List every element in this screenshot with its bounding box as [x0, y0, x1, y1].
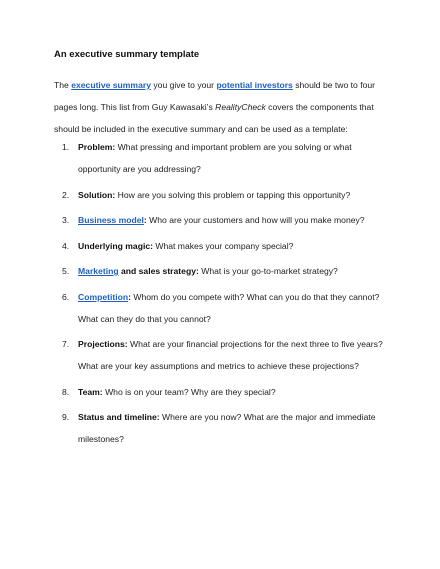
item-text: What makes your company special?	[152, 240, 294, 251]
item-term: Status and timeline:	[78, 412, 160, 422]
list-number: 6.	[62, 291, 70, 302]
intro-paragraph	[54, 74, 384, 140]
list-number: 7.	[62, 339, 70, 349]
list-number: 1.	[62, 142, 70, 152]
list-item-underlying-magic	[54, 235, 404, 257]
intro-line-1	[54, 74, 384, 96]
list-number: 4.	[62, 240, 70, 251]
intro-line-3: should be included in the executive summary and can be used as a template:	[54, 124, 348, 134]
list-item-team	[54, 381, 404, 403]
item-term-suffix: :	[143, 215, 147, 225]
item-text: Who are your customers and how will you make money?	[146, 215, 365, 225]
executive-summary-link[interactable]: executive summary	[71, 80, 151, 90]
item-term: Projections:	[78, 339, 128, 349]
item-term: Problem:	[78, 142, 116, 152]
item-term: Solution:	[78, 189, 116, 200]
item-text: Where are you now? What are the major and immediate	[159, 412, 376, 422]
item-text: Whom do you compete with? What can you do that they cannot?	[131, 291, 380, 302]
intro-text-2: you give to your	[150, 80, 217, 90]
list-item-problem	[54, 136, 404, 180]
item-text: What are your financial projections for the next three to five years?	[127, 339, 383, 349]
list-number: 9.	[62, 412, 70, 422]
list-item-competition	[54, 286, 404, 330]
list-number: 2.	[62, 189, 70, 200]
components-list	[54, 136, 404, 454]
business-model-link[interactable]: Business model	[78, 215, 144, 225]
intro-text-5: covers the components that	[265, 102, 374, 112]
item-term-suffix: :	[128, 291, 131, 302]
item-term-suffix: and sales strategy:	[118, 266, 199, 276]
competition-link[interactable]: Competition	[78, 291, 129, 302]
item-text: Who is on your team? Why are they special?	[102, 386, 276, 397]
item-term: Underlying magic:	[78, 240, 153, 251]
intro-text-3: should be two to four	[292, 80, 376, 90]
list-item-status-timeline	[54, 406, 404, 450]
list-number: 5.	[62, 266, 70, 276]
list-number: 8.	[62, 386, 70, 397]
list-item-marketing	[54, 260, 404, 282]
realitycheck-title: RealityCheck	[215, 102, 266, 112]
document-title: An executive summary template	[54, 49, 200, 60]
list-item-projections	[54, 333, 404, 377]
item-text-cont: What are your key assumptions and metrics to achieve these projections?	[78, 361, 359, 371]
intro-text-4: pages long. This list from Guy Kawasaki’s	[54, 102, 216, 112]
item-text: What is your go-to-market strategy?	[198, 266, 338, 276]
item-text-cont: What can they do that you cannot?	[78, 313, 211, 324]
item-text: How are you solving this problem or tapping this opportunity?	[115, 189, 351, 200]
item-text-cont: opportunity are you addressing?	[78, 164, 201, 174]
list-item-business-model	[54, 209, 404, 231]
marketing-link[interactable]: Marketing	[78, 266, 119, 276]
item-text-cont: milestones?	[78, 434, 124, 444]
intro-text-1: The	[54, 80, 72, 90]
intro-line-2	[54, 96, 384, 118]
list-item-solution	[54, 184, 404, 206]
item-term: Team:	[78, 386, 103, 397]
potential-investors-link[interactable]: potential investors	[216, 80, 293, 90]
list-number: 3.	[62, 215, 70, 225]
item-text: What pressing and important problem are you solving or what	[115, 142, 352, 152]
